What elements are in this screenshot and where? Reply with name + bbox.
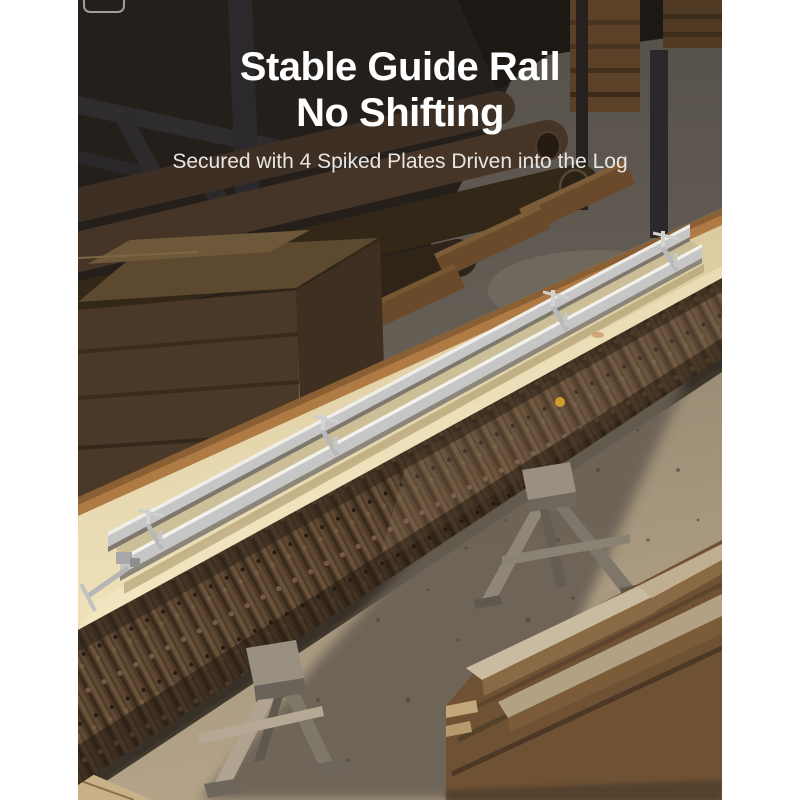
text-overlay: [78, 0, 722, 174]
product-photo: [78, 0, 722, 800]
subheadline: Secured with 4 Spiked Plates Driven into the Log: [172, 150, 628, 173]
headline-line-1: Stable Guide Rail: [239, 45, 561, 89]
headline-line-2: No Shifting: [296, 91, 504, 135]
headline: [78, 44, 722, 136]
